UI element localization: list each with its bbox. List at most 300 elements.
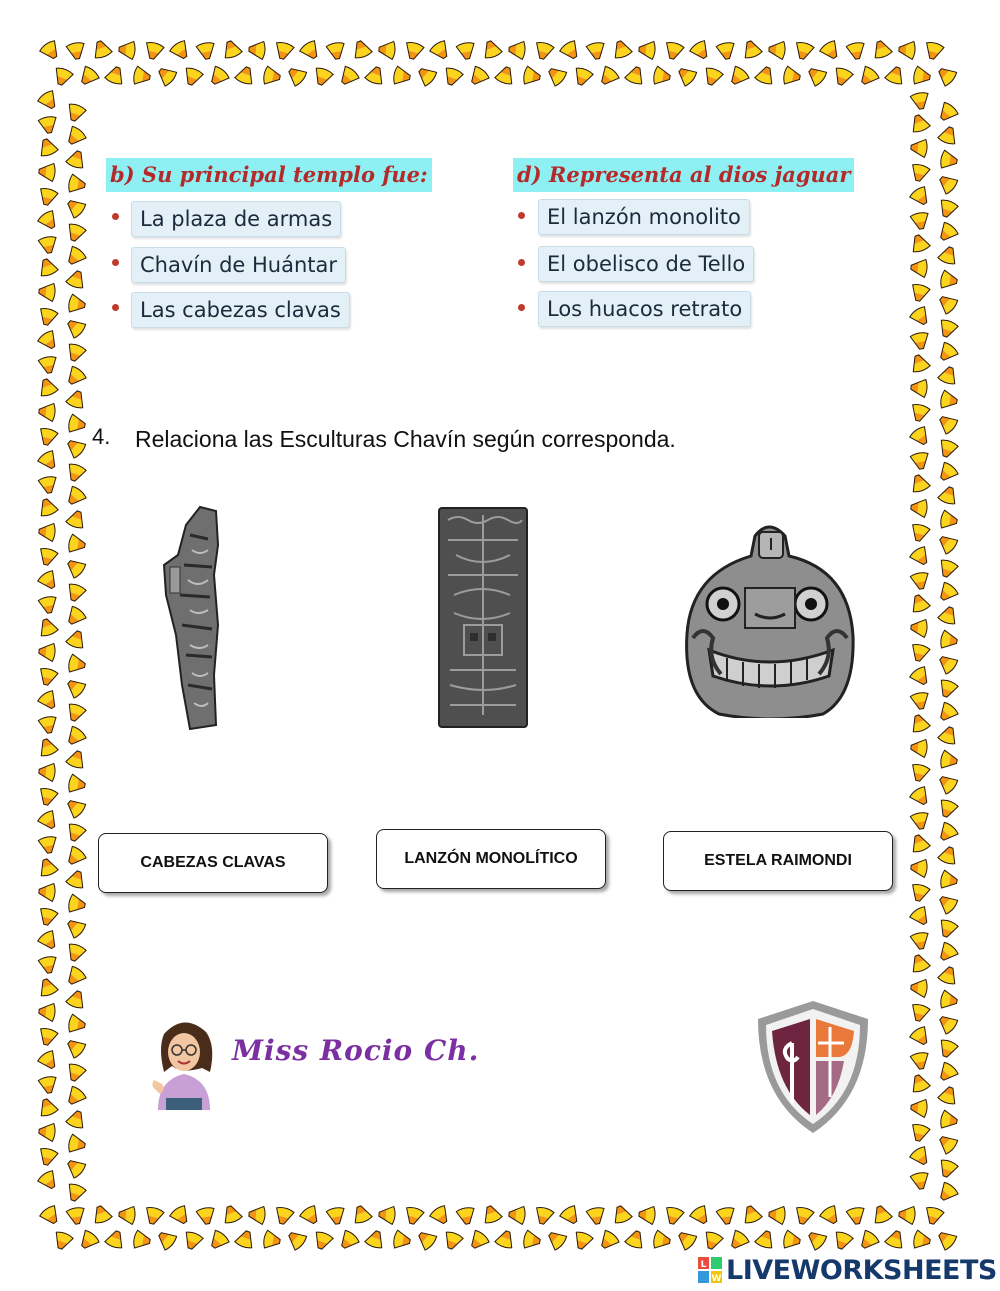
candy-corn-icon — [940, 870, 959, 891]
candy-corn-icon — [36, 1096, 58, 1117]
candy-corn-icon — [908, 952, 930, 973]
candy-corn-icon — [284, 1227, 308, 1251]
candy-corn-icon — [37, 929, 61, 952]
candy-corn-icon — [414, 63, 438, 87]
candy-corn-icon — [937, 484, 959, 505]
candy-corn-icon — [206, 65, 230, 89]
candy-corn-icon — [754, 64, 776, 85]
candy-corn-icon — [68, 174, 87, 195]
candy-corn-icon — [326, 1207, 347, 1226]
candy-corn-icon — [63, 195, 87, 219]
candy-corn-icon — [68, 294, 87, 315]
candy-corn-icon — [910, 618, 928, 637]
candy-corn-icon — [38, 1076, 59, 1095]
candy-corn-icon — [441, 1230, 463, 1251]
candy-corn-icon — [856, 65, 880, 89]
candy-corn-icon — [908, 1072, 930, 1093]
candy-corn-icon — [169, 39, 193, 62]
question-4-text: Relaciona las Esculturas Chavín según corresponda. — [135, 426, 676, 452]
candy-corn-icon — [937, 364, 959, 385]
candy-corn-icon — [403, 1206, 425, 1226]
candy-corn-icon — [38, 882, 56, 901]
candy-corn-icon — [701, 66, 723, 87]
candy-corn-icon — [494, 64, 516, 85]
candy-corn-icon — [118, 1205, 136, 1224]
candy-corn-icon — [466, 65, 490, 89]
candy-corn-icon — [940, 390, 959, 411]
candy-corn-icon — [909, 665, 933, 688]
candy-corn-icon — [508, 1205, 526, 1224]
candy-corn-icon — [908, 352, 930, 373]
candy-corn-icon — [653, 66, 672, 87]
candy-corn-icon — [870, 38, 892, 59]
candy-corn-icon — [935, 651, 959, 675]
candy-corn-icon — [908, 112, 930, 133]
candy-corn-icon — [908, 592, 930, 613]
candy-corn-icon — [701, 1230, 723, 1251]
candy-corn-icon — [263, 1230, 282, 1251]
candy-corn-icon — [37, 809, 61, 832]
candy-corn-icon — [846, 42, 867, 61]
candy-corn-icon — [63, 795, 87, 819]
candy-corn-icon — [936, 198, 958, 219]
option-d-1[interactable]: El lanzón monolito — [538, 199, 750, 235]
candy-corn-icon — [456, 42, 477, 61]
candy-corn-icon — [544, 63, 568, 87]
candy-corn-icon — [429, 1204, 453, 1227]
candy-corn-icon — [403, 41, 425, 61]
option-b-2[interactable]: Chavín de Huántar — [131, 247, 346, 283]
candy-corn-icon — [65, 988, 87, 1009]
candy-corn-icon — [480, 1203, 502, 1224]
candy-corn-icon — [364, 64, 386, 85]
candy-corn-icon — [610, 38, 632, 59]
candy-corn-icon — [910, 212, 931, 231]
candy-corn-icon — [908, 232, 930, 253]
candy-corn-icon — [768, 1205, 786, 1224]
candy-corn-icon — [936, 558, 958, 579]
candy-corn-icon — [38, 236, 59, 255]
candy-corn-icon — [935, 701, 959, 725]
candy-corn-icon — [935, 1181, 959, 1205]
candy-corn-icon — [51, 66, 73, 87]
candy-corn-icon — [38, 522, 56, 541]
candy-corn-icon — [913, 66, 932, 87]
candy-corn-icon — [793, 41, 815, 61]
watermark-text: LIVEWORKSHEETS — [726, 1254, 997, 1286]
candy-corn-icon — [36, 136, 58, 157]
candy-corn-icon — [181, 1230, 203, 1251]
candy-corn-icon — [674, 63, 698, 87]
candy-corn-icon — [909, 1025, 933, 1048]
candy-corn-icon — [898, 40, 916, 59]
candy-corn-icon — [38, 716, 59, 735]
candy-corn-icon — [663, 41, 685, 61]
candy-corn-icon — [884, 64, 906, 85]
candy-corn-icon — [64, 1062, 86, 1083]
candy-corn-icon — [51, 1230, 73, 1251]
candy-corn-icon — [909, 1123, 931, 1143]
candy-corn-icon — [610, 1203, 632, 1224]
candy-corn-icon — [326, 42, 347, 61]
candy-corn-icon — [937, 964, 959, 985]
candy-corn-icon — [90, 38, 112, 59]
candy-corn-icon — [910, 1098, 928, 1117]
candy-corn-icon — [68, 534, 87, 555]
candy-corn-icon — [68, 774, 87, 795]
candy-corn-icon — [909, 883, 931, 903]
candy-corn-icon — [909, 305, 933, 328]
label-estela-raimondi[interactable]: ESTELA RAIMONDI — [663, 831, 893, 891]
candy-corn-icon — [378, 40, 396, 59]
candy-corn-icon — [154, 1227, 178, 1251]
candy-corn-icon — [37, 787, 59, 807]
candy-corn-icon — [726, 65, 750, 89]
candy-corn-icon — [910, 738, 928, 757]
candy-corn-icon — [783, 1230, 802, 1251]
bullet-icon — [518, 304, 525, 311]
candy-corn-icon — [63, 485, 87, 509]
candy-corn-icon — [910, 692, 931, 711]
candy-corn-icon — [350, 38, 372, 59]
bullet-icon — [112, 304, 119, 311]
candy-corn-icon — [936, 1038, 958, 1059]
candy-corn-icon — [36, 616, 58, 637]
candy-corn-icon — [596, 65, 620, 89]
candy-corn-icon — [935, 771, 959, 795]
candy-corn-icon — [64, 582, 86, 603]
candy-corn-icon — [940, 510, 959, 531]
candy-corn-icon — [935, 171, 959, 195]
candy-corn-icon — [935, 891, 959, 915]
candy-corn-icon — [336, 1229, 360, 1253]
candy-corn-icon — [674, 1227, 698, 1251]
candy-corn-icon — [37, 449, 61, 472]
candy-corn-icon — [36, 856, 58, 877]
candy-corn-icon — [143, 1206, 165, 1226]
candy-corn-icon — [63, 245, 87, 269]
logo-letter-w: W — [711, 1274, 722, 1283]
candy-corn-icon — [586, 42, 607, 61]
candy-corn-icon — [571, 66, 593, 87]
candy-corn-icon — [63, 1035, 87, 1059]
candy-corn-icon — [37, 307, 59, 327]
candy-corn-icon — [716, 1207, 737, 1226]
candy-corn-icon — [65, 268, 87, 289]
option-d-3[interactable]: Los huacos retrato — [538, 291, 751, 327]
candy-corn-icon — [133, 1230, 152, 1251]
candy-corn-icon — [248, 1205, 266, 1224]
candy-corn-icon — [804, 1227, 828, 1251]
candy-corn-icon — [909, 283, 931, 303]
candy-corn-icon — [870, 1203, 892, 1224]
candy-corn-icon — [909, 763, 931, 783]
candy-corn-icon — [36, 736, 58, 757]
candy-corn-icon — [63, 125, 87, 149]
candy-corn-icon — [726, 1229, 750, 1253]
logo-letter-l: L — [700, 1260, 707, 1270]
lanzon-sculpture-image — [160, 505, 224, 730]
candy-corn-icon — [414, 1227, 438, 1251]
candy-corn-icon — [936, 918, 958, 939]
candy-corn-icon — [909, 523, 931, 543]
bullet-icon — [518, 259, 525, 266]
candy-corn-icon — [36, 256, 58, 277]
candy-corn-icon — [856, 1229, 880, 1253]
candy-corn-icon — [783, 66, 802, 87]
candy-corn-icon — [68, 414, 87, 435]
candy-corn-icon — [638, 1205, 656, 1224]
candy-corn-icon — [63, 435, 87, 459]
candy-corn-icon — [38, 476, 59, 495]
label-cabezas-clavas[interactable]: CABEZAS CLAVAS — [98, 833, 328, 893]
candy-corn-icon — [63, 555, 87, 579]
candy-corn-icon — [68, 1014, 87, 1035]
candy-corn-icon — [37, 569, 61, 592]
candy-corn-icon — [64, 942, 86, 963]
candy-corn-icon — [740, 38, 762, 59]
candy-corn-icon — [263, 66, 282, 87]
candy-corn-icon — [299, 1204, 323, 1227]
candy-corn-icon — [909, 643, 931, 663]
candy-corn-icon — [37, 329, 61, 352]
candy-corn-icon — [76, 65, 100, 89]
candy-corn-icon — [586, 1207, 607, 1226]
candy-corn-icon — [935, 221, 959, 245]
candy-corn-icon — [64, 222, 86, 243]
candy-corn-icon — [38, 116, 59, 135]
candy-corn-icon — [36, 376, 58, 397]
candy-corn-icon — [884, 1228, 906, 1249]
candy-corn-icon — [63, 845, 87, 869]
candy-corn-icon — [689, 39, 713, 62]
candy-corn-icon — [441, 66, 463, 87]
candy-corn-icon — [571, 1230, 593, 1251]
candy-corn-icon — [39, 1204, 63, 1227]
candy-corn-icon — [754, 1228, 776, 1249]
candy-corn-icon — [793, 1206, 815, 1226]
candy-corn-icon — [220, 1203, 242, 1224]
candy-corn-icon — [910, 572, 931, 591]
candy-corn-icon — [38, 762, 56, 781]
candy-corn-icon — [65, 508, 87, 529]
candy-corn-icon — [936, 438, 958, 459]
candy-corn-icon — [90, 1203, 112, 1224]
liveworksheets-watermark — [698, 1253, 997, 1287]
candy-corn-icon — [37, 187, 59, 207]
candy-corn-icon — [740, 1203, 762, 1224]
candy-corn-icon — [63, 915, 87, 939]
candy-corn-icon — [37, 209, 61, 232]
candy-corn-icon — [937, 124, 959, 145]
candy-corn-icon — [63, 315, 87, 339]
candy-corn-icon — [37, 667, 59, 687]
candy-corn-icon — [523, 1230, 542, 1251]
candy-corn-icon — [37, 427, 59, 447]
candy-corn-icon — [429, 39, 453, 62]
candy-corn-icon — [937, 724, 959, 745]
option-b-1[interactable]: La plaza de armas — [131, 201, 341, 237]
school-crest-logo — [752, 997, 874, 1137]
candy-corn-icon — [311, 66, 333, 87]
candy-corn-icon — [909, 163, 931, 183]
candy-corn-icon — [923, 41, 945, 61]
candy-corn-icon — [65, 388, 87, 409]
candy-corn-icon — [923, 1206, 945, 1226]
candy-corn-icon — [910, 332, 931, 351]
candy-corn-icon — [393, 66, 412, 87]
candy-corn-icon — [143, 41, 165, 61]
candy-corn-icon — [934, 1227, 958, 1251]
bullet-icon — [112, 213, 119, 220]
option-d-2[interactable]: El obelisco de Tello — [538, 246, 754, 282]
candy-corn-icon — [63, 1085, 87, 1109]
candy-corn-icon — [65, 148, 87, 169]
candy-corn-icon — [689, 1204, 713, 1227]
candy-corn-icon — [206, 1229, 230, 1253]
candy-corn-icon — [831, 1230, 853, 1251]
candy-corn-icon — [38, 356, 59, 375]
candy-corn-icon — [768, 40, 786, 59]
candy-corn-icon — [936, 678, 958, 699]
liveworksheets-logo-icon — [698, 1257, 722, 1283]
candy-corn-icon — [63, 965, 87, 989]
candy-corn-icon — [908, 472, 930, 493]
candy-corn-icon — [38, 162, 56, 181]
question-d-title: d) Representa al dios jaguar — [513, 158, 854, 192]
candy-corn-icon — [909, 1003, 931, 1023]
candy-corn-icon — [63, 1155, 87, 1179]
candy-corn-icon — [38, 642, 56, 661]
candy-corn-icon — [494, 1228, 516, 1249]
candy-corn-icon — [910, 1052, 931, 1071]
candy-corn-icon — [378, 1205, 396, 1224]
candy-corn-icon — [234, 64, 256, 85]
candy-corn-icon — [937, 1084, 959, 1105]
candy-corn-icon — [910, 858, 928, 877]
candy-corn-icon — [64, 702, 86, 723]
option-b-3[interactable]: Las cabezas clavas — [131, 292, 350, 328]
candy-corn-icon — [65, 628, 87, 649]
candy-corn-icon — [508, 40, 526, 59]
candy-corn-icon — [913, 1230, 932, 1251]
candy-corn-icon — [936, 798, 958, 819]
candy-corn-icon — [937, 244, 959, 265]
candy-corn-icon — [65, 868, 87, 889]
candy-corn-icon — [624, 1228, 646, 1249]
teacher-signature: Miss Rocio Ch. — [232, 1034, 480, 1067]
candy-corn-icon — [940, 270, 959, 291]
candy-corn-icon — [559, 1204, 583, 1227]
candy-corn-icon — [37, 547, 59, 567]
candy-corn-icon — [169, 1204, 193, 1227]
candy-corn-icon — [937, 844, 959, 865]
candy-corn-icon — [910, 978, 928, 997]
candy-corn-icon — [819, 39, 843, 62]
candy-corn-icon — [804, 63, 828, 87]
candy-corn-icon — [63, 605, 87, 629]
candy-corn-icon — [66, 1207, 87, 1226]
candy-corn-icon — [37, 1147, 59, 1167]
question-4-number: 4. — [92, 424, 111, 449]
candy-corn-icon — [104, 1228, 126, 1249]
candy-corn-icon — [284, 63, 308, 87]
candy-corn-icon — [831, 66, 853, 87]
candy-corn-icon — [65, 748, 87, 769]
estela-stone-image — [436, 505, 530, 730]
candy-corn-icon — [909, 425, 933, 448]
candy-corn-icon — [196, 42, 217, 61]
candy-corn-icon — [936, 1158, 958, 1179]
candy-corn-icon — [544, 1227, 568, 1251]
candy-corn-icon — [935, 101, 959, 125]
candy-corn-icon — [935, 1131, 959, 1155]
candy-corn-icon — [910, 258, 928, 277]
candy-corn-icon — [64, 1182, 86, 1203]
candy-corn-icon — [64, 342, 86, 363]
candy-corn-icon — [935, 1011, 959, 1035]
candy-corn-icon — [910, 378, 928, 397]
candy-corn-icon — [38, 1002, 56, 1021]
candy-corn-icon — [910, 498, 928, 517]
candy-corn-icon — [940, 630, 959, 651]
candy-corn-icon — [38, 956, 59, 975]
candy-corn-icon — [273, 41, 295, 61]
candy-corn-icon — [624, 64, 646, 85]
candy-corn-icon — [38, 282, 56, 301]
candy-corn-icon — [64, 462, 86, 483]
candy-corn-icon — [940, 750, 959, 771]
candy-corn-icon — [909, 785, 933, 808]
candy-corn-icon — [234, 1228, 256, 1249]
candy-corn-icon — [910, 452, 931, 471]
candy-corn-icon — [910, 932, 931, 951]
candy-corn-icon — [910, 1172, 931, 1191]
candy-corn-icon — [37, 689, 61, 712]
candy-corn-icon — [37, 1169, 61, 1192]
candy-corn-icon — [909, 1145, 933, 1168]
candy-corn-icon — [196, 1207, 217, 1226]
candy-corn-icon — [37, 907, 59, 927]
candy-corn-icon — [336, 65, 360, 89]
candy-corn-icon — [935, 531, 959, 555]
candy-corn-icon — [909, 545, 933, 568]
question-b-title: b) Su principal templo fue: — [106, 158, 432, 192]
candy-corn-icon — [104, 64, 126, 85]
candy-corn-icon — [63, 675, 87, 699]
candy-corn-icon — [908, 832, 930, 853]
candy-corn-icon — [64, 102, 86, 123]
candy-corn-icon — [37, 1027, 59, 1047]
candy-corn-icon — [934, 63, 958, 87]
candy-corn-icon — [908, 712, 930, 733]
label-lanzon-monolitico[interactable]: LANZÓN MONOLÍTICO — [376, 829, 606, 889]
candy-corn-icon — [63, 365, 87, 389]
candy-corn-icon — [638, 40, 656, 59]
candy-corn-icon — [220, 38, 242, 59]
candy-corn-icon — [935, 581, 959, 605]
candy-corn-icon — [38, 836, 59, 855]
candy-corn-icon — [940, 150, 959, 171]
candy-corn-icon — [39, 39, 63, 62]
candy-corn-icon — [299, 39, 323, 62]
candy-corn-icon — [846, 1207, 867, 1226]
candy-corn-icon — [559, 39, 583, 62]
candy-corn-icon — [663, 1206, 685, 1226]
candy-corn-icon — [910, 812, 931, 831]
candy-corn-icon — [533, 1206, 555, 1226]
candy-corn-icon — [248, 40, 266, 59]
